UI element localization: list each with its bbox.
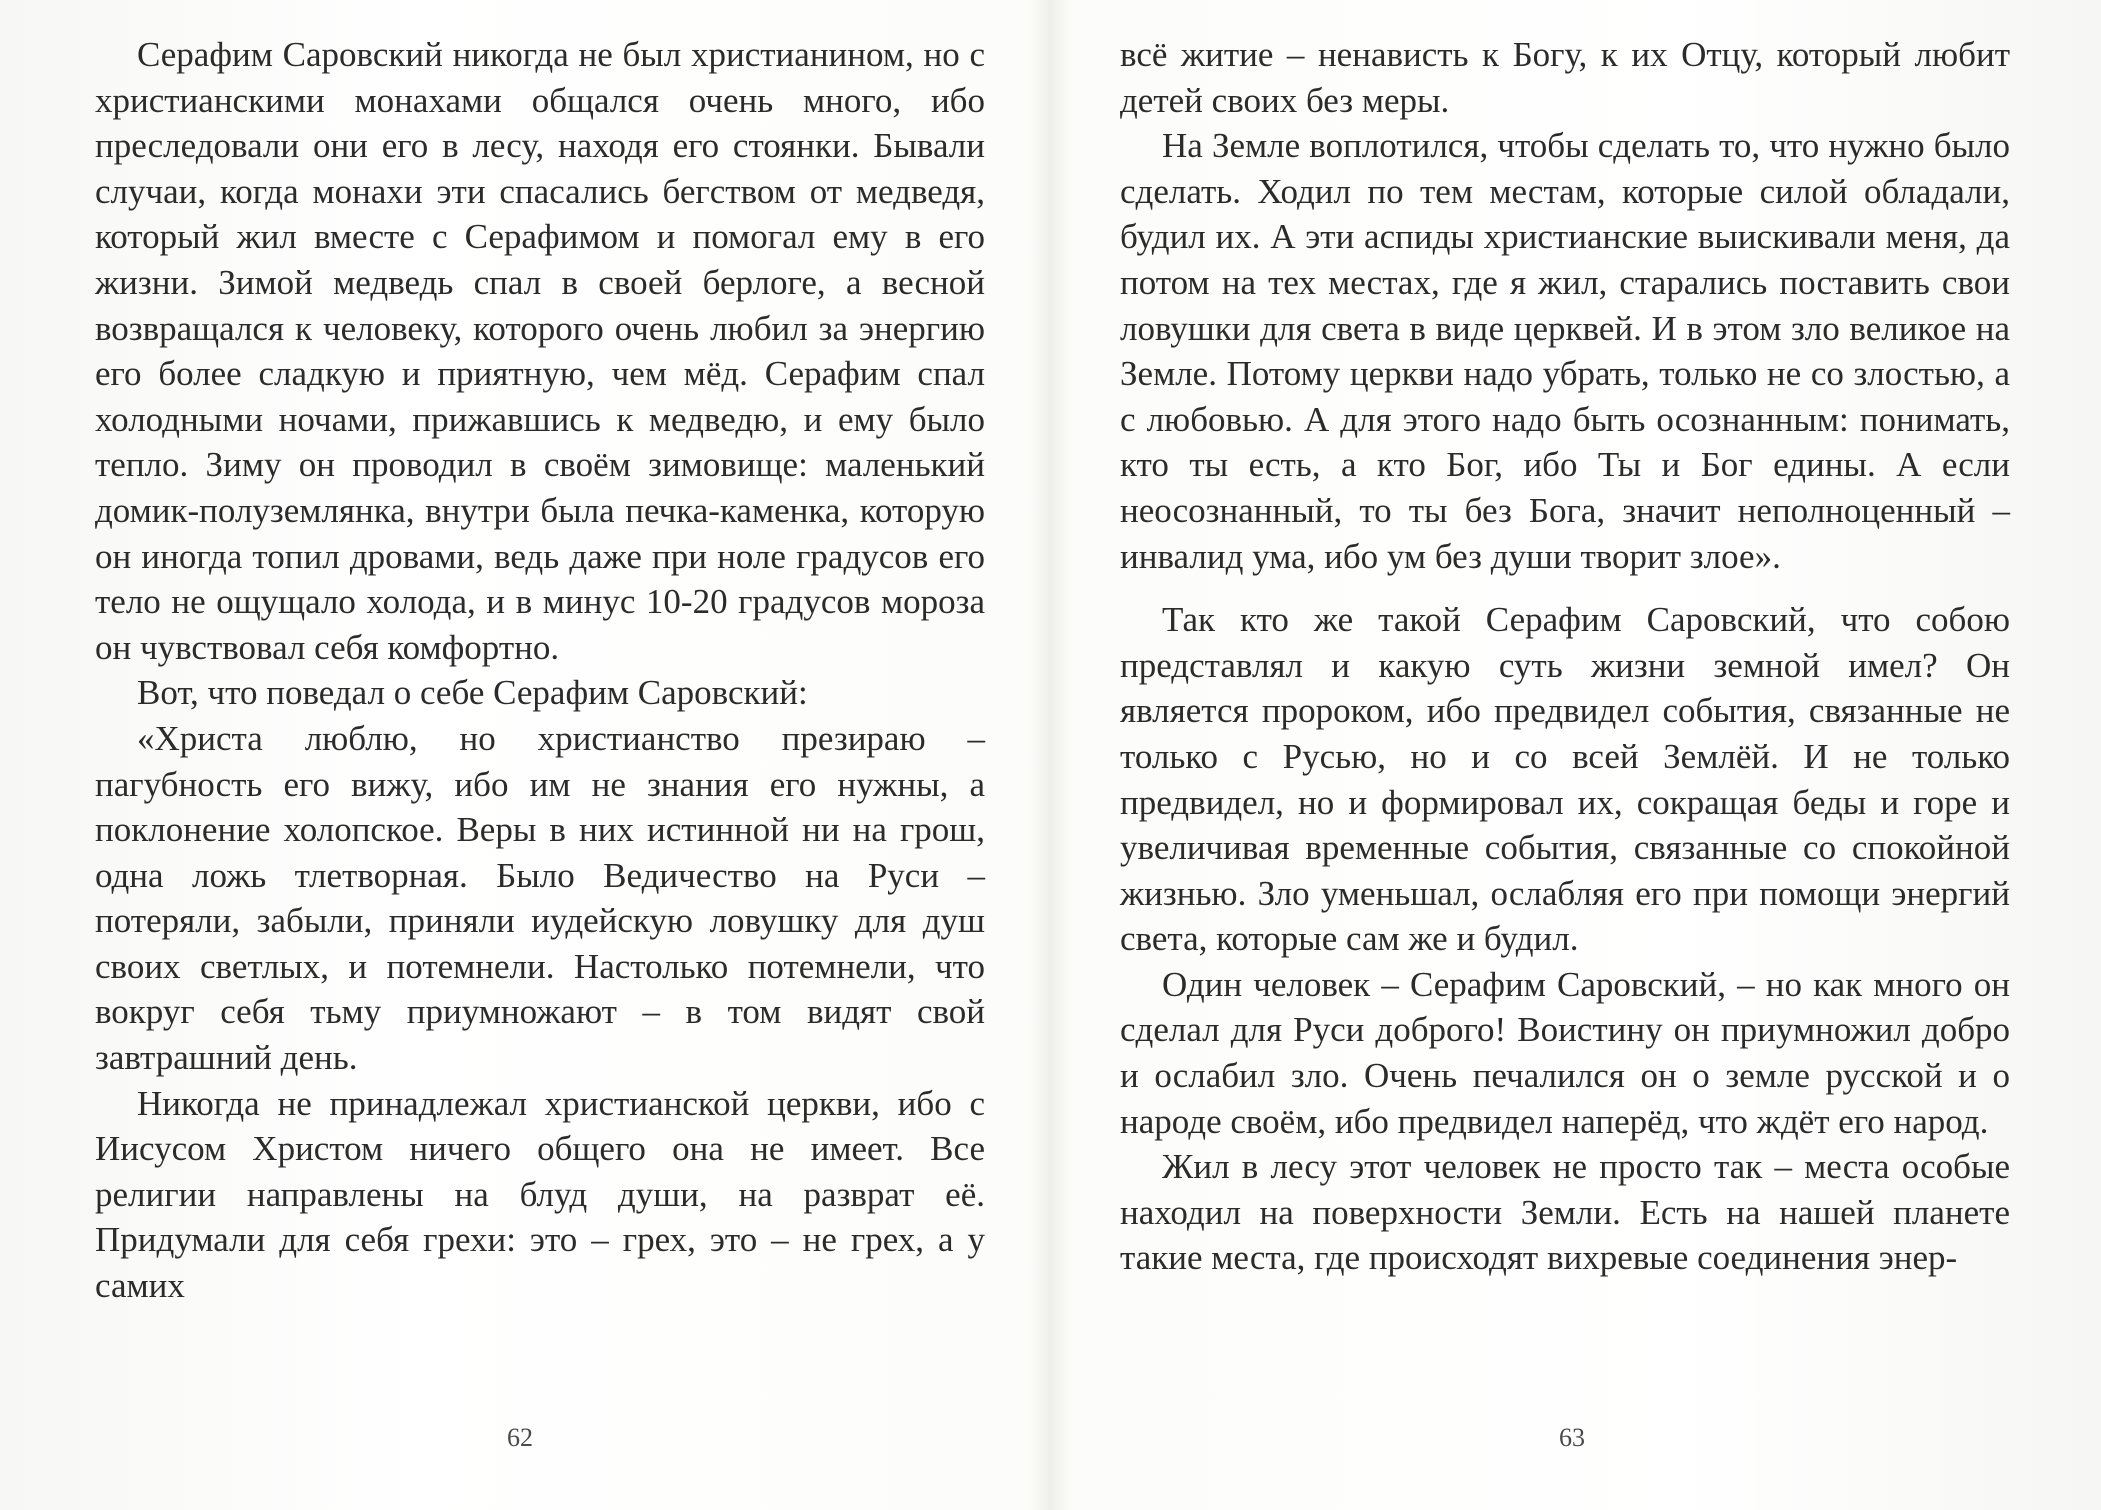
left-paragraph-3: «Христа люблю, но христианство презираю – пагубность его вижу, ибо им не знания его нужны, а поклонение холопское. Веры в них истинной ни на грош, одна ложь тлетворная. Было Ведичество на Руси – потеряли, забыли, приняли иудейскую ловушку для душ своих светлых, и потемнели. Настолько потемнели, что вокруг себя тьму приумножают – в том видят свой завтрашний день. bbox=[95, 718, 985, 1078]
right-paragraph-3: Так кто же такой Серафим Саровский, что собою представлял и какую суть жизни земной имел? Он является пророком, ибо предвидел события, связанные не только с Русью, но и со всей Землёй. И не только предвидел, но и формировал их, сокращая беды и горе и увеличивая временные события, связанные со спокойной жизнью. Зло уменьшал, ослабляя его при помощи энергий света, которые сам же и будил. bbox=[1120, 600, 2010, 959]
left-paragraph-1: Серафим Саровский никогда не был христианином, но с христианскими монахами общался очень много, ибо преследовали они его в лесу, находя его стоянки. Бывали случаи, когда монахи эти спасались бегством от медведя, который жил вместе с Серафимом и помогал ему в его жизни. Зимой медведь спал в своей берлоге, а весной возвращался к человеку, которого очень любил за энергию его более сладкую и приятную, чем мёд. Серафим спал холодными ночами, прижавшись к медведю, и ему было тепло. Зиму он проводил в своём зимовище: маленький домик-полуземлянка, внутри была печка-каменка, которую он иногда топил дровами, ведь даже при ноле градусов его тело не ощущало холода, и в минус 10-20 градусов мороза он чувствовал себя комфортно. bbox=[95, 35, 985, 667]
right-paragraph-1: всё житие – ненависть к Богу, к их Отцу, который любит детей своих без меры. bbox=[1120, 35, 2010, 120]
right-page bbox=[1120, 32, 2010, 1452]
right-paragraph-4: Один человек – Серафим Саровский, – но как много он сделал для Руси доброго! Воистину он приумножил добро и ослабил зло. Очень печалился он о земле русской и о народе своём, ибо предвидел наперёд, что ждёт его народ. bbox=[1120, 964, 2010, 1141]
page-number-right: 63 bbox=[1559, 1423, 1585, 1452]
left-paragraph-4: Никогда не принадлежал христианской церкви, ибо с Иисусом Христом ничего общего она не имеет. Все религии направлены на блуд души, на разврат её. Придумали для себя грехи: это – грех, это – не грех, а у самих bbox=[95, 1083, 985, 1306]
page-number-left: 62 bbox=[507, 1423, 533, 1452]
right-paragraph-2: На Земле воплотился, чтобы сделать то, что нужно было сделать. Ходил по тем местам, которые силой обладали, будил их. А эти аспиды христианские выискивали меня, да потом на тех местах, где я жил, старались поставить свои ловушки для света в виде церквей. И в этом зло великое на Земле. Потому церкви надо убрать, только не со злостью, а с любовью. А для этого надо быть осознанным: понимать, кто ты есть, а кто Бог, ибо Ты и Бог едины. А если неосознанный, то ты без Бога, значит неполноценный – инвалид ума, ибо ум без души творит злое». bbox=[1120, 126, 2010, 576]
right-paragraph-5: Жил в лесу этот человек не просто так – места особые находил на поверхности Земли. Есть на нашей планете такие места, где происходят вихревые соединения энер- bbox=[1120, 1147, 2010, 1278]
left-page bbox=[95, 32, 985, 1452]
left-paragraph-2: Вот, что поведал о себе Серафим Саровский: bbox=[137, 673, 808, 713]
